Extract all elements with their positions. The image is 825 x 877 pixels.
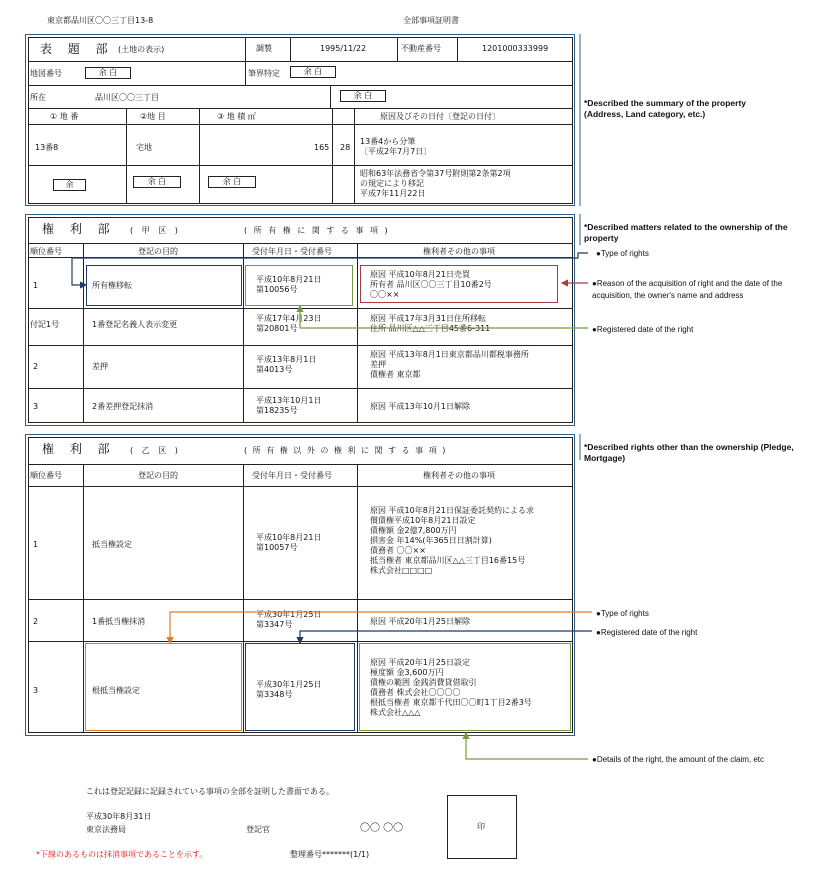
kou-r2-no: 付記1号 (30, 320, 60, 329)
annotation-summary: *Described the summary of the property (Address, Land category, etc.) (584, 98, 747, 120)
kou-r4-date: 平成13年10月1日 第18235号 (256, 396, 322, 415)
col-chiseki: ③ 地 積 ㎡ (217, 112, 256, 121)
official-name: 〇〇 〇〇 (360, 823, 404, 834)
otsu-header-purpose: 登記の目的 (138, 471, 178, 480)
kou-r2-detail: 原因 平成17年3月31日住所移転 住所 品川区△△三丁目45番6-311 (370, 314, 491, 333)
kou-r1-purpose: 所有権移転 (92, 281, 132, 290)
deletion-note: *下線のあるものは抹消事項であることを示す。 (36, 850, 208, 859)
chiseki-int: 165 (314, 143, 330, 152)
otsu-r1-no: 1 (33, 540, 39, 549)
shozai-yohaku: 余 白 (340, 90, 386, 102)
annotation-type-rights-1: ●Type of rights (596, 249, 649, 258)
chosei-value: 1995/11/22 (320, 44, 367, 53)
shozai-label: 所在 (30, 93, 46, 102)
otsu-header-detail: 権利者その他の事項 (423, 471, 495, 480)
kou-header-no: 順位番号 (30, 247, 62, 256)
legal-office: 東京法務局 (86, 825, 126, 834)
seiri-number: 整理番号*******(1/1) (290, 850, 370, 859)
otsu-desc: ( 所 有 権 以 外 の 権 利 に 関 す る 事 項 ) (244, 446, 447, 455)
chiban-yo: 余 (53, 179, 86, 191)
kou-r1-no: 1 (33, 281, 39, 290)
kou-r1-date: 平成10年8月21日 第10056号 (256, 275, 322, 294)
kou-header-detail: 権利者その他の事項 (423, 247, 495, 256)
genin-2: 昭和63年法務省令第37号附則第2条第2項 の規定により移記 平成7年11月22日 (360, 169, 511, 198)
kou-date-connector (300, 306, 588, 328)
annotation-reason: ●Reason of the acquisition of right and the date of the acquisition, the owner's name and address (592, 279, 783, 300)
otsu-title: 権 利 部 (42, 442, 116, 456)
fudosan-label: 不動産番号 (401, 44, 441, 53)
col-chiban: ① 地 番 (50, 112, 79, 121)
certify-text: これは登記記録に記録されている事項の全部を証明した書面である。 (86, 787, 334, 796)
annotation-other-rights: *Described rights other than the ownership (Pledge, Mortgage) (584, 442, 794, 464)
kou-title: 権 利 部 (42, 222, 116, 236)
otsu-section-label: ( 乙 区 ) (130, 446, 181, 455)
kou-r4-detail: 原因 平成13年10月1日解除 (370, 402, 470, 411)
kou-r3-detail: 原因 平成13年8月1日東京都品川都税事務所 差押 債権者 東京都 (370, 350, 529, 379)
kou-r3-purpose: 差押 (92, 362, 108, 371)
kou-desc: ( 所 有 権 に 関 す る 事 項 ) (244, 226, 390, 235)
kou-r3-date: 平成13年8月1日 第4013号 (256, 355, 317, 374)
property-address: 東京都品川区〇〇三丁目13-8 (47, 16, 154, 25)
kou-r2-date: 平成17年4月23日 第20801号 (256, 314, 322, 333)
genin-1: 13番4から分筆 〔平成2年7月7日〕 (360, 137, 432, 156)
kou-section-label: ( 甲 区 ) (130, 226, 181, 235)
kou-r4-no: 3 (33, 402, 39, 411)
otsu-r1-detail: 原因 平成10年8月21日保証委託契約による求 償債権平成10年8月21日設定 債権額 金2億7,800万円 損害金 年14%(年365日日割計算) 債務者 〇〇×× 抵当権者 東京都品川区△△三丁目16番15号 株式会社□□□□ (370, 506, 534, 575)
issue-date: 平成30年8月31日 (86, 812, 152, 821)
annotation-details: ●Details of the right, the amount of the claim, etc (592, 755, 765, 764)
otsu-r1-purpose: 抵当権設定 (92, 540, 132, 549)
otsu-r1-date: 平成10年8月21日 第10057号 (256, 533, 322, 552)
col-chimoku: ②地 目 (140, 112, 166, 121)
hyodai-title: 表 題 部 (40, 42, 114, 56)
chiban-value: 13番8 (35, 143, 59, 152)
otsu-header-no: 順位番号 (30, 471, 62, 480)
otsu-r2-detail: 原因 平成20年1月25日解除 (370, 617, 470, 626)
chiseki-dec: 28 (340, 143, 351, 152)
otsu-type-connector (170, 612, 592, 643)
otsu-date-connector (300, 631, 592, 643)
official-label: 登記官 (246, 825, 270, 834)
kou-r1-detail: 原因 平成10年8月21日売買 所有者 品川区〇〇三丁目10番2号 〇〇×× (370, 270, 492, 299)
annotation-reg-date-2: ●Registered date of the right (596, 628, 698, 637)
otsu-r3-date: 平成30年1月25日 第3348号 (256, 680, 322, 699)
annotation-reg-date-1: ●Registered date of the right (592, 325, 694, 334)
otsu-r3-purpose: 根抵当権設定 (92, 686, 140, 695)
kou-type-connector (72, 253, 588, 285)
kou-header-date: 受付年月日・受付番号 (252, 247, 332, 256)
otsu-header-date: 受付年月日・受付番号 (252, 471, 332, 480)
kou-r4-purpose: 2番差押登記抹消 (92, 402, 154, 411)
otsu-detail-connector (466, 733, 588, 759)
otsu-r2-no: 2 (33, 617, 39, 626)
chimoku-yohaku: 余 白 (133, 176, 181, 188)
otsu-r3-detail: 原因 平成20年1月25日設定 極度額 金3,600万円 債権の範囲 金銭消費貸借取引 債務者 株式会社〇〇〇〇 根抵当権者 東京都千代田〇〇町1丁目2番3号 株式会社△△△ (370, 658, 532, 717)
hikkai-yohaku: 余 白 (290, 66, 336, 78)
chizu-label: 地図番号 (30, 69, 62, 78)
chimoku-value: 宅地 (136, 143, 152, 152)
fudosan-value: 1201000333999 (482, 44, 549, 53)
otsu-r2-purpose: 1番抵当権抹消 (92, 617, 146, 626)
chosei-label: 調製 (256, 44, 272, 53)
annotation-ownership: *Described matters related to the ownership of the property (584, 222, 788, 244)
kou-r3-no: 2 (33, 362, 39, 371)
otsu-r2-date: 平成30年1月25日 第3347号 (256, 610, 322, 629)
chiseki-yohaku: 余 白 (208, 176, 256, 188)
hikkai-label: 筆界特定 (248, 69, 280, 78)
document-title: 全部事項証明書 (403, 16, 459, 25)
otsu-r3-no: 3 (33, 686, 39, 695)
kou-header-purpose: 登記の目的 (138, 247, 178, 256)
seal-label: 印 (477, 822, 485, 831)
kou-r2-purpose: 1番登記名義人表示変更 (92, 320, 178, 329)
hyodai-subtitle: (土地の表示) (118, 45, 165, 54)
col-genin: 原因及びその日付〔登記の日付〕 (380, 112, 500, 121)
annotation-type-rights-2: ●Type of rights (596, 609, 649, 618)
shozai-value: 品川区〇〇三丁目 (95, 93, 159, 102)
chizu-yohaku: 余 白 (85, 67, 131, 79)
